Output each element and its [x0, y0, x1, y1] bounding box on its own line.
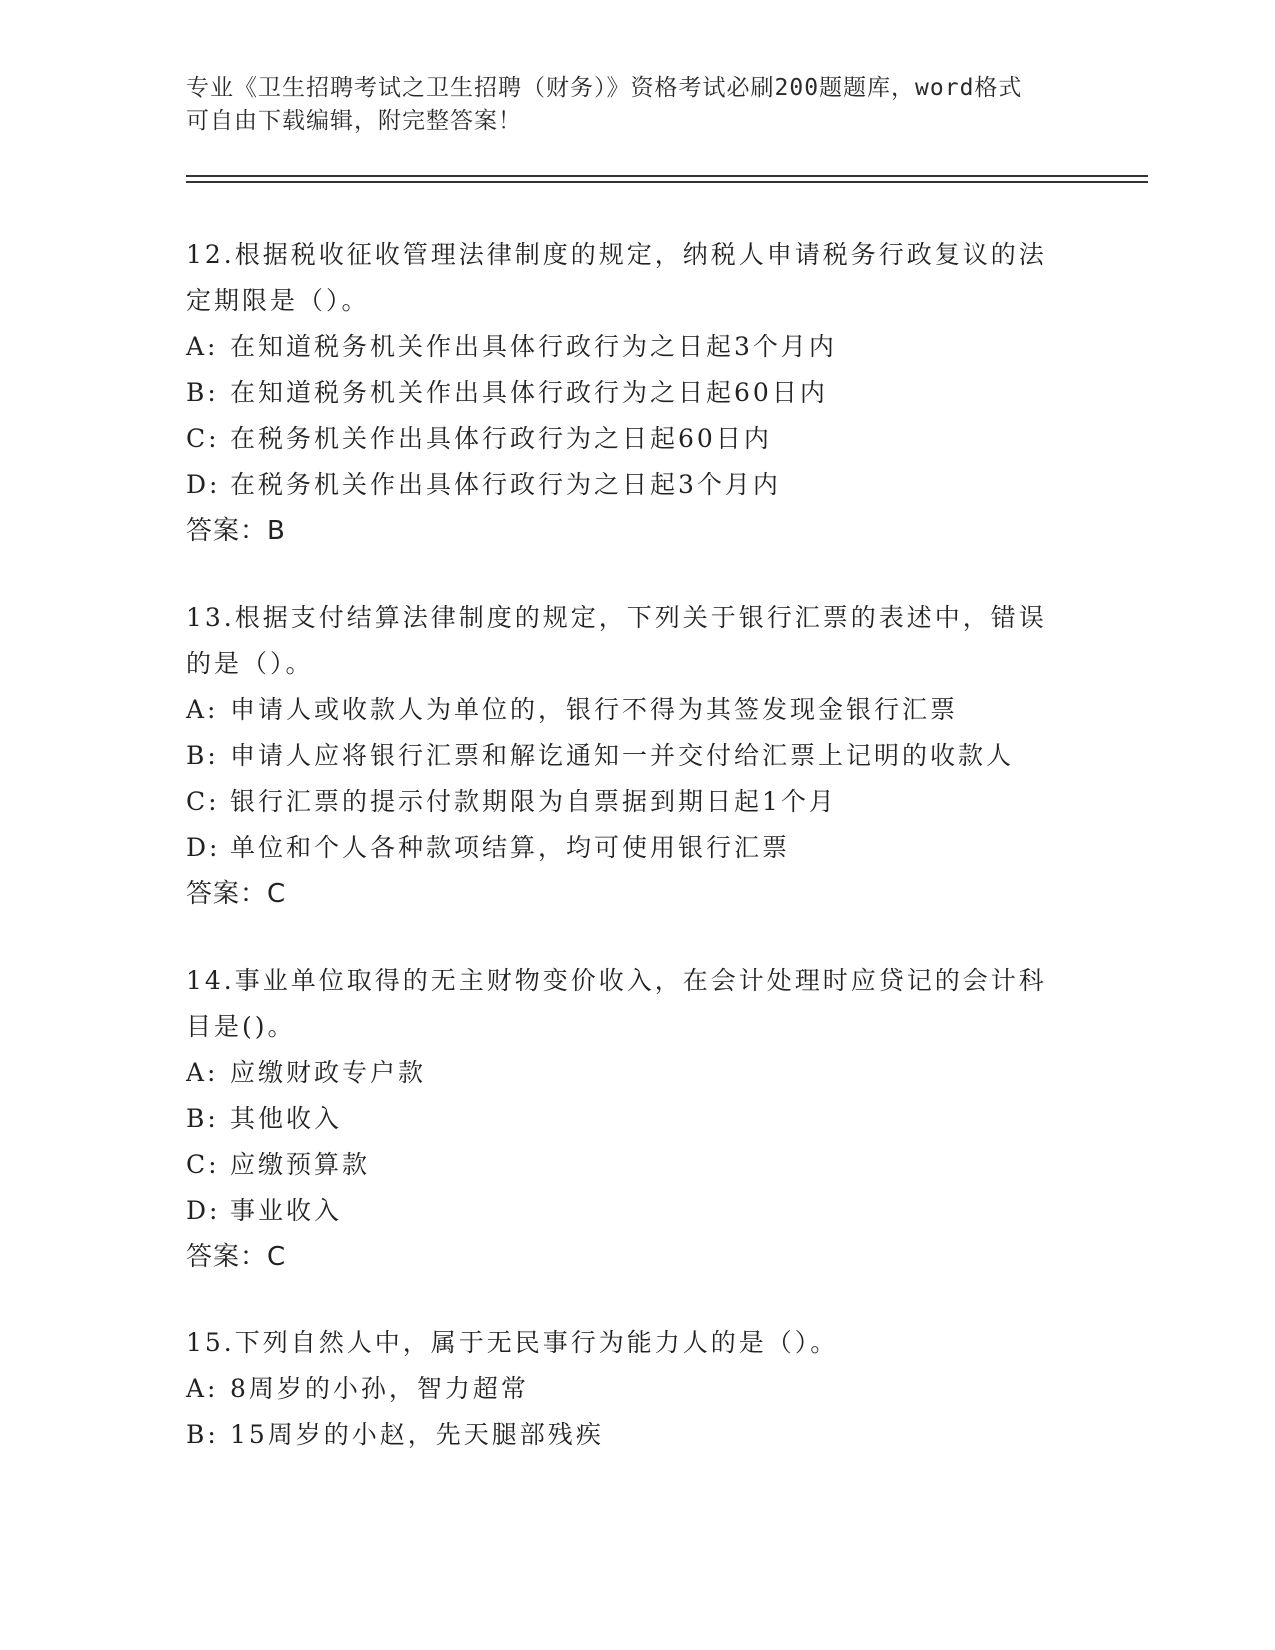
option-b [186, 1412, 1086, 1458]
option-text: 申请人应将银行汇票和解讫通知一并交付给汇票上记明的收款人 [230, 741, 1015, 770]
answer-line: 答案：C [186, 879, 287, 909]
option-d [186, 462, 1086, 508]
option-key: A: [186, 1374, 219, 1403]
option-text: 在知道税务机关作出具体行政行为之日起60日内 [230, 378, 828, 407]
option-key: B: [186, 378, 219, 407]
document-header [186, 72, 1066, 138]
option-key: D: [186, 470, 221, 499]
option-a [186, 687, 1086, 733]
answer-line: 答案：B [186, 516, 286, 546]
option-key: B: [186, 1420, 219, 1449]
option-text: 应缴预算款 [230, 1150, 371, 1179]
option-key: A: [186, 1058, 219, 1087]
option-a [186, 1050, 1086, 1096]
option-text: 银行汇票的提示付款期限为自票据到期日起1个月 [230, 787, 837, 816]
option-key: A: [186, 332, 219, 361]
question-stem-line: 14.事业单位取得的无主财物变价收入，在会计处理时应贷记的会计科 [186, 966, 1047, 995]
question-13 [186, 595, 1086, 917]
question-stem-line: 13.根据支付结算法律制度的规定，下列关于银行汇票的表述中，错误 [186, 603, 1047, 632]
option-text: 单位和个人各种款项结算，均可使用银行汇票 [230, 833, 791, 862]
option-text: 15周岁的小赵，先天腿部残疾 [230, 1420, 604, 1449]
option-text: 其他收入 [230, 1104, 343, 1133]
option-key: B: [186, 741, 219, 770]
option-d [186, 825, 1086, 871]
option-text: 在税务机关作出具体行政行为之日起3个月内 [230, 470, 781, 499]
option-text: 在知道税务机关作出具体行政行为之日起3个月内 [230, 332, 837, 361]
option-text: 在税务机关作出具体行政行为之日起60日内 [230, 424, 772, 453]
option-d [186, 1188, 1086, 1234]
question-stem-line: 15.下列自然人中，属于无民事行为能力人的是（）。 [186, 1328, 839, 1357]
option-b [186, 370, 1086, 416]
option-b [186, 1096, 1086, 1142]
option-text: 事业收入 [230, 1196, 343, 1225]
option-key: C: [186, 787, 220, 816]
option-text: 8周岁的小孙，智力超常 [230, 1374, 529, 1403]
question-stem-line: 12.根据税收征收管理法律制度的规定，纳税人申请税务行政复议的法 [186, 240, 1047, 269]
question-stem-line: 定期限是（）。 [186, 286, 370, 315]
question-12 [186, 232, 1086, 554]
question-14 [186, 958, 1086, 1280]
answer-line: 答案：C [186, 1242, 287, 1272]
option-a [186, 324, 1086, 370]
option-key: D: [186, 1196, 221, 1225]
option-c [186, 416, 1086, 462]
option-c [186, 779, 1086, 825]
question-stem-line: 的是（）。 [186, 649, 314, 678]
option-c [186, 1142, 1086, 1188]
header-divider-top [186, 175, 1148, 177]
header-line-2: 可自由下载编辑，附完整答案！ [186, 108, 522, 134]
option-text: 应缴财政专户款 [230, 1058, 427, 1087]
option-key: C: [186, 1150, 220, 1179]
option-key: D: [186, 833, 221, 862]
question-stem-line: 目是()。 [186, 1012, 296, 1041]
option-key: B: [186, 1104, 219, 1133]
option-b [186, 733, 1086, 779]
header-line-1: 专业《卫生招聘考试之卫生招聘（财务）》资格考试必刷200题题库，word格式 [186, 75, 1023, 101]
question-15 [186, 1320, 1086, 1458]
header-divider-bottom [186, 181, 1148, 183]
option-key: C: [186, 424, 220, 453]
option-key: A: [186, 695, 219, 724]
option-text: 申请人或收款人为单位的，银行不得为其签发现金银行汇票 [230, 695, 959, 724]
option-a [186, 1366, 1086, 1412]
